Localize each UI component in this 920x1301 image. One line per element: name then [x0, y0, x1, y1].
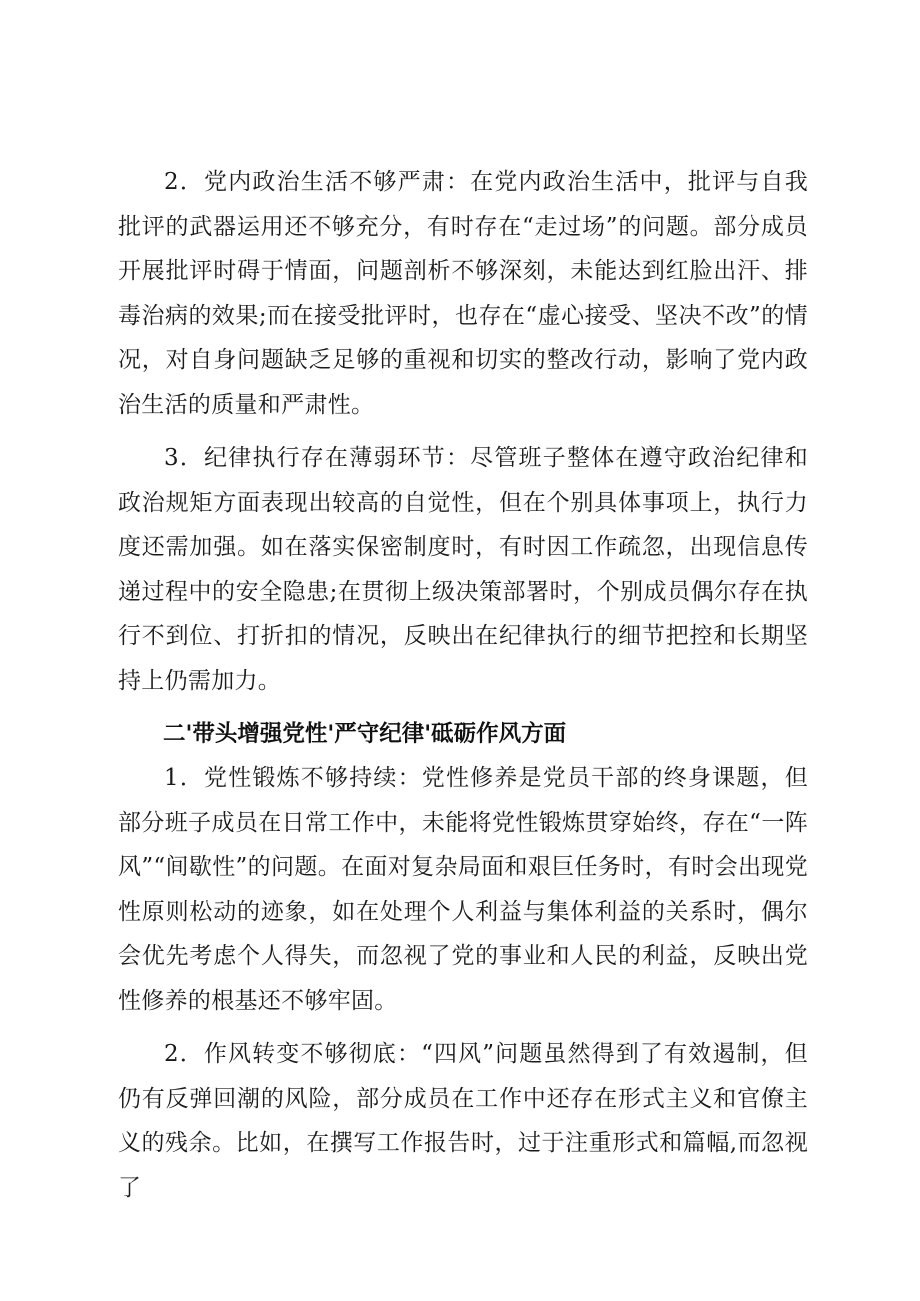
paragraph-discipline-execution: 3．纪律执行存在薄弱环节：尽管班子整体在遵守政治纪律和政治规矩方面表现出较高的自觉性，但在个别具体事项上，执行力度还需加强。如在落实保密制度时，有时因工作疏忽，出现信息传递过程中的安全隐患;在贯彻上级决策部署时，个别成员偶尔存在执行不到位、打折扣的情况，反映出在纪律执行的细节把控和长期坚持上仍需加力。	[118, 445, 808, 694]
paragraph-work-style: 2．作风转变不够彻底：“四风”问题虽然得到了有效遏制，但仍有反弹回潮的风险，部分成员在工作中还存在形式主义和官僚主义的残余。比如，在撰写工作报告时，过于注重形式和篇幅,而忽视了	[118, 1041, 808, 1201]
document-body	[118, 160, 808, 1219]
section-heading-party-spirit: 二'带头增强党性'严守纪律'砥砺作风方面	[163, 721, 567, 747]
paragraph-party-spirit-training: 1．党性锻炼不够持续：党性修养是党员干部的终身课题，但部分班子成员在日常工作中，未能将党性锻炼贯穿始终，存在“一阵风”“间歇性”的问题。在面对复杂局面和艰巨任务时，有时会出现党性原则松动的迹象，如在处理个人利益与集体利益的关系时，偶尔会优先考虑个人得失，而忽视了党的事业和人民的利益，反映出党性修养的根基还不够牢固。	[118, 765, 808, 1014]
paragraph-political-life: 2．党内政治生活不够严肃：在党内政治生活中，批评与自我批评的武器运用还不够充分，有时存在“走过场”的问题。部分成员开展批评时碍于情面，问题剖析不够深刻，未能达到红脸出汗、排毒治病的效果;而在接受批评时，也存在“虚心接受、坚决不改”的情况，对自身问题缺乏足够的重视和切实的整改行动，影响了党内政治生活的质量和严肃性。	[118, 169, 808, 418]
